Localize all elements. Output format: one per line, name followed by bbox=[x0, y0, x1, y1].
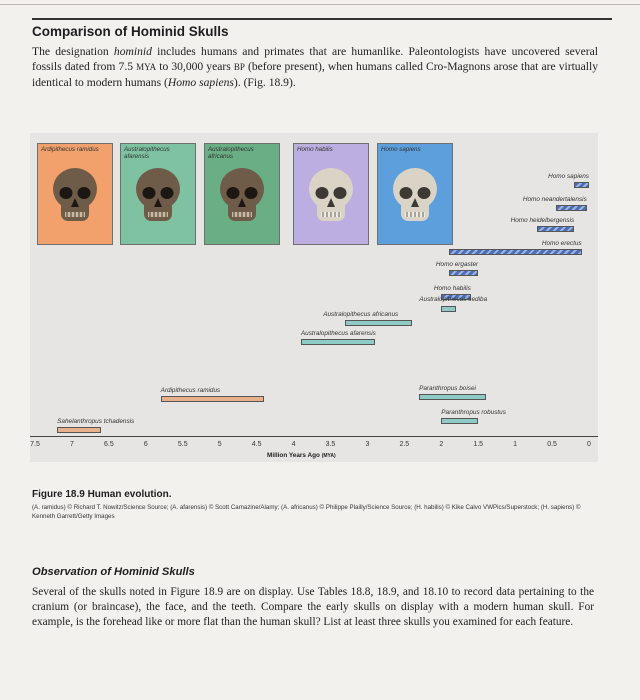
skull-panel bbox=[204, 143, 280, 245]
axis-tick-label: 1 bbox=[513, 441, 518, 448]
species-bar bbox=[419, 394, 485, 400]
axis-title-text: Million Years Ago bbox=[267, 452, 320, 459]
axis-tick-label: 7 bbox=[69, 441, 74, 448]
intro-text: The designation bbox=[32, 45, 114, 58]
axis-tick-label: 0 bbox=[587, 441, 591, 448]
axis-tick-label: 4.5 bbox=[251, 441, 262, 448]
axis-tick-label: 7.5 bbox=[30, 441, 40, 448]
axis-tick-label: 2 bbox=[439, 441, 444, 448]
species-bar bbox=[345, 320, 411, 326]
intro-abbr-bp: BP bbox=[233, 62, 245, 73]
skull-panel bbox=[120, 143, 196, 245]
species-label: Australopithecus afarensis bbox=[300, 330, 376, 337]
axis-tick-label: 6 bbox=[143, 441, 148, 448]
species-label: Sahelanthropus tchadensis bbox=[57, 418, 135, 425]
skull-photo bbox=[389, 165, 441, 227]
skull-panel-label: Australopithecus africanus bbox=[208, 146, 254, 160]
species-bar bbox=[301, 339, 375, 345]
axis-tick-label: 5 bbox=[217, 441, 222, 448]
species-bar bbox=[537, 226, 574, 232]
axis-tick-label: 3.5 bbox=[325, 441, 336, 448]
skull-photo bbox=[305, 165, 357, 227]
photo-credits: (A. ramidus) © Richard T. Nowitz/Science Source; (A. afarensis) © Scott Camazine/Alamy; (A. africanus) © Philippe Plailly/Science Source; (H. habilis) © Kike Calvo VWPics/Superstock; (H. sapiens) © Kenneth Garrett/Getty Images bbox=[32, 504, 581, 520]
axis-title bbox=[267, 452, 336, 459]
intro-text: ). (Fig. 18.9). bbox=[233, 76, 296, 90]
species-label: Homo habilis bbox=[433, 285, 471, 292]
top-rule bbox=[0, 4, 640, 5]
species-label: Homo sapiens bbox=[548, 173, 589, 180]
species-label: Paranthropus boisei bbox=[419, 385, 476, 392]
axis-title-unit: (MYA) bbox=[321, 453, 336, 459]
skull-panel bbox=[37, 143, 113, 245]
axis-tick-label: 2.5 bbox=[399, 441, 410, 448]
intro-term-hominid: hominid bbox=[113, 45, 152, 58]
species-label: Australopithecus sediba bbox=[419, 296, 488, 303]
species-bar bbox=[449, 270, 479, 276]
species-label: Ardipithecus ramidus bbox=[160, 387, 221, 394]
axis-tick-label: 6.5 bbox=[103, 441, 114, 448]
intro-term-homo-sapiens: Homo sapiens bbox=[167, 76, 234, 90]
skull-panel-label: Australopithecus afarensis bbox=[124, 146, 170, 160]
intro-text: (before present), when humans called Cro-Magnons arose that are virtually identical to modern humans ( bbox=[32, 60, 598, 90]
skull-panel bbox=[377, 143, 453, 245]
species-label: Homo neandertalensis bbox=[522, 196, 587, 203]
species-bar bbox=[161, 396, 264, 402]
species-bar bbox=[556, 205, 587, 211]
section-title: Comparison of Hominid Skulls bbox=[32, 18, 612, 39]
axis-tick-label: 0.5 bbox=[547, 441, 557, 448]
axis-line bbox=[30, 436, 598, 437]
intro-abbr-mya: MYA bbox=[136, 62, 157, 73]
observation-title: Observation of Hominid Skulls bbox=[32, 566, 195, 578]
axis-tick-label: 4 bbox=[291, 441, 296, 448]
skull-panel-label: Homo sapiens bbox=[381, 146, 421, 153]
skull-panel bbox=[293, 143, 369, 245]
skull-panel-label: Homo habilis bbox=[297, 146, 333, 153]
axis-tick-label: 1.5 bbox=[473, 441, 484, 448]
skull-photo bbox=[132, 165, 184, 227]
species-label: Paranthropus robustus bbox=[441, 409, 506, 416]
time-axis bbox=[30, 436, 598, 462]
figure-title: Figure 18.9 Human evolution. bbox=[32, 489, 172, 500]
human-evolution-figure bbox=[30, 133, 598, 462]
species-label: Homo erectus bbox=[541, 240, 582, 247]
intro-text: includes humans and primates that are humanlike. Paleontologists have uncovered several fossils dated from 7.5 bbox=[32, 45, 598, 74]
skull-photo bbox=[216, 165, 268, 227]
species-bar bbox=[574, 182, 589, 188]
intro-text: to 30,000 years bbox=[156, 60, 234, 74]
species-label: Australopithecus africanus bbox=[323, 311, 399, 318]
skull-panel-label: Ardipithecus ramidus bbox=[41, 146, 99, 153]
species-bar bbox=[57, 427, 101, 433]
species-label: Homo ergaster bbox=[435, 261, 479, 268]
species-bar bbox=[441, 306, 456, 312]
observation-body: Several of the skulls noted in Figure 18.9 are on display. Use Tables 18.8, 18.9, and 18.10 to record data pertaining to the cranium (or braincase), the face, and the teeth. Compare the early skulls on display with a modern human skull. For example, is the forehead like or more flat than the human skull? List at least three skulls you examined for each feature. bbox=[32, 586, 594, 628]
species-bar bbox=[441, 418, 478, 424]
species-bar bbox=[449, 249, 582, 255]
axis-tick-label: 5.5 bbox=[177, 441, 188, 448]
axis-tick-label: 3 bbox=[365, 441, 370, 448]
intro-paragraph bbox=[32, 44, 598, 91]
skull-photo bbox=[49, 165, 101, 227]
figure-caption bbox=[32, 489, 598, 521]
species-label: Homo heidelbergensis bbox=[510, 217, 575, 224]
